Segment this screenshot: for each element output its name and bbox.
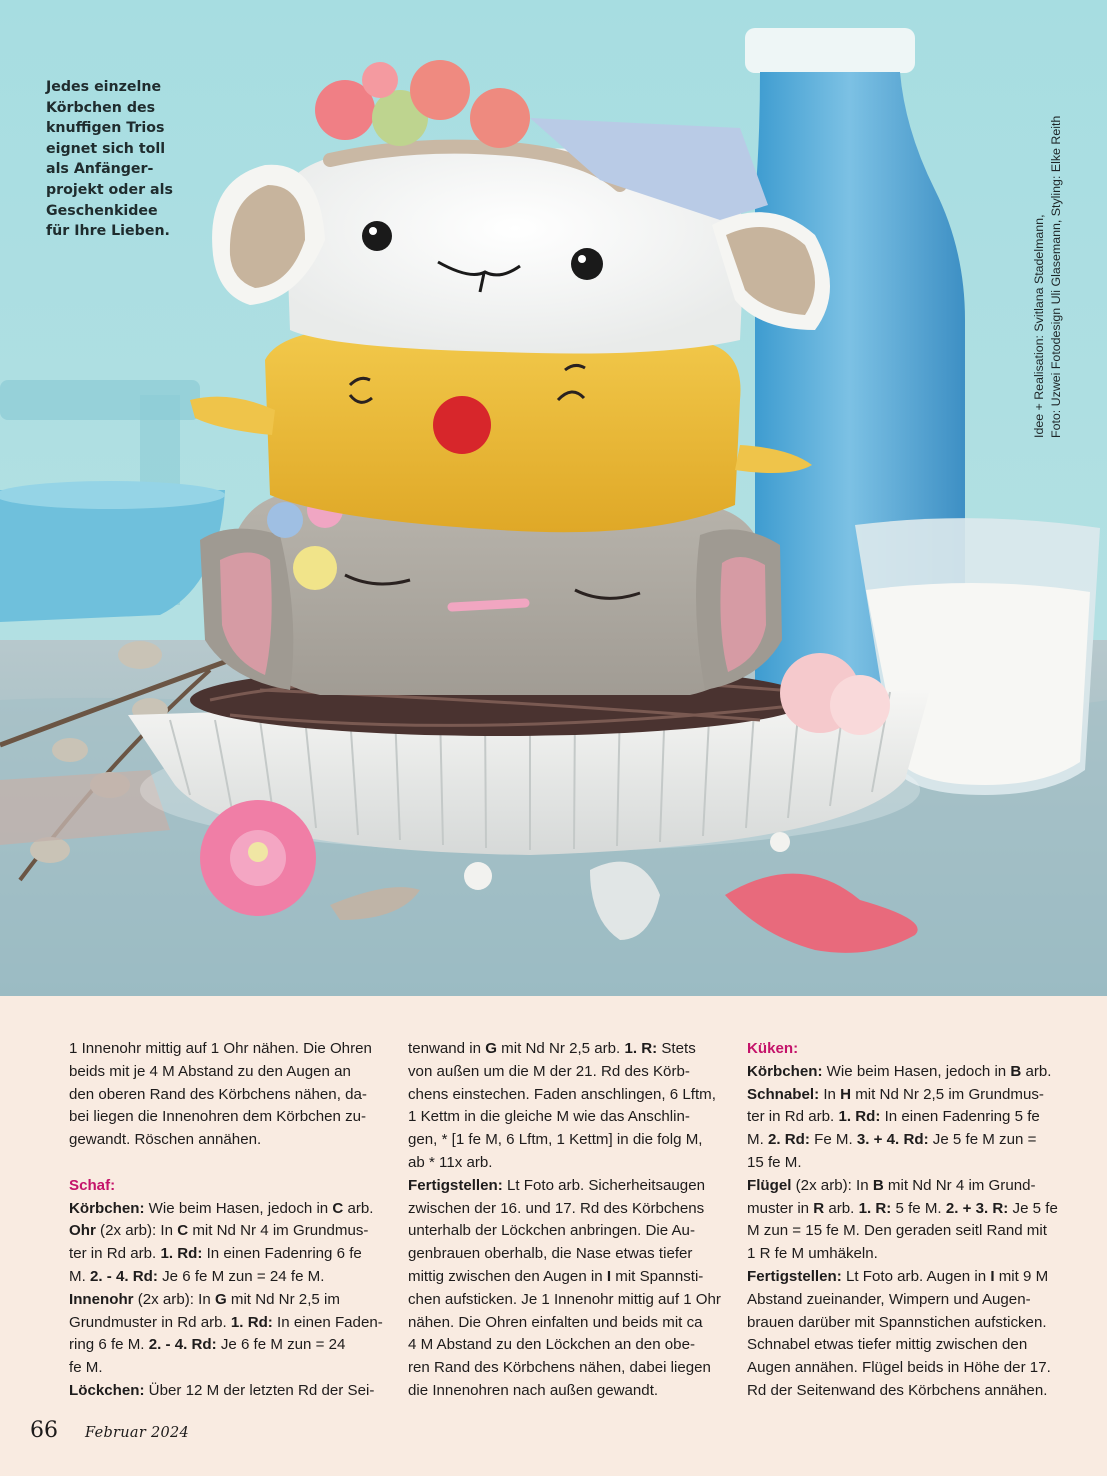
text-line xyxy=(69,1198,382,1221)
text-run: (2x arb): In xyxy=(791,1176,873,1194)
bold-run: G xyxy=(214,1290,227,1308)
text-line xyxy=(408,1106,721,1129)
text-run: mit Nd Nr 2,5 arb. xyxy=(496,1040,625,1057)
credit-line: Idee + Realisation: Svitlana Stadelmann, xyxy=(1032,214,1046,438)
text-run: 1 Kettm in die gleiche M wie das Anschlin- xyxy=(408,1108,690,1126)
bold-run: H xyxy=(840,1085,852,1103)
text-run: Je 5 fe M zun = xyxy=(928,1131,1037,1149)
text-run: M zun = 15 fe M. Den geraden seitl Rand mit xyxy=(747,1222,1047,1240)
bold-run: I xyxy=(606,1267,612,1285)
text-run: brauen darüber mit Spannstichen aufsticken. xyxy=(747,1313,1047,1331)
text-run: Lt Foto arb. Augen in xyxy=(841,1267,991,1285)
text-run: Fe M. xyxy=(809,1131,857,1149)
paragraph-gap xyxy=(69,1152,382,1175)
credit-line: Foto: Uzwei Fotodesign Uli Glasemann, Styling: Elke Reith xyxy=(1049,115,1063,438)
text-line xyxy=(408,1175,721,1198)
text-run: nähen. Die Ohren einfalten und beids mit ca xyxy=(408,1313,703,1331)
text-run: Über 12 M der letzten Rd der Sei- xyxy=(144,1381,375,1399)
text-line xyxy=(747,1198,1060,1221)
bold-run: Löckchen: xyxy=(69,1381,145,1399)
text-line xyxy=(69,1106,382,1129)
text-line xyxy=(747,1220,1060,1243)
text-line xyxy=(408,1266,721,1289)
caption-line: Geschenkidee xyxy=(46,202,158,219)
text-run: Wie beim Hasen, jedoch in xyxy=(822,1062,1011,1080)
text-run: arb. xyxy=(1021,1062,1052,1080)
text-line xyxy=(747,1061,1060,1084)
text-line xyxy=(747,1266,1060,1289)
text-line xyxy=(747,1243,1060,1266)
text-run: In xyxy=(819,1085,841,1103)
text-line xyxy=(408,1152,721,1175)
section-heading: Küken: xyxy=(747,1040,799,1057)
text-run: gen, * [1 fe M, 6 Lftm, 1 Kettm] in die folg M, xyxy=(408,1131,703,1149)
text-line xyxy=(69,1038,382,1061)
page-number: 66 xyxy=(30,1418,58,1443)
text-run: bei liegen die Innenohren dem Körbchen zu- xyxy=(69,1108,367,1126)
section-heading: Schaf: xyxy=(69,1176,116,1194)
text-line xyxy=(747,1380,1060,1403)
text-run: Je 5 fe xyxy=(1008,1199,1058,1217)
photo-caption xyxy=(46,77,176,242)
text-line xyxy=(408,1357,721,1380)
bold-run: 3. + 4. Rd: xyxy=(856,1131,929,1149)
bold-run: I xyxy=(990,1267,995,1285)
text-run: ren Rand des Körbchens nähen, dabei liegen xyxy=(408,1359,711,1377)
column-2 xyxy=(408,1038,721,1403)
text-line xyxy=(408,1334,721,1357)
text-run: Stets xyxy=(657,1040,696,1057)
text-run: 15 fe M. xyxy=(747,1153,802,1171)
caption-line: als Anfänger- xyxy=(46,161,154,178)
text-line xyxy=(408,1198,721,1221)
text-run: ring 6 fe M. xyxy=(69,1336,149,1354)
caption-line: für Ihre Lieben. xyxy=(46,223,170,240)
bold-run: C xyxy=(332,1199,344,1217)
text-run: beids mit je 4 M Abstand zu den Augen an xyxy=(69,1062,351,1080)
text-run: mit Nd Nr 4 im Grundmus- xyxy=(188,1222,369,1240)
text-run: M. xyxy=(69,1267,90,1285)
text-line xyxy=(408,1380,721,1403)
bold-run: Körbchen: xyxy=(69,1199,145,1217)
caption-line: Körbchen des xyxy=(46,99,156,116)
bold-run: Ohr xyxy=(69,1222,96,1240)
text-line xyxy=(408,1084,721,1107)
text-run: mit Spannsti- xyxy=(611,1267,704,1285)
text-line xyxy=(747,1084,1060,1107)
text-run: arb. xyxy=(824,1199,859,1217)
text-run: Je 6 fe M zun = 24 fe M. xyxy=(157,1267,325,1285)
text-run: 4 M Abstand zu den Löckchen an den obe- xyxy=(408,1336,695,1354)
text-run: arb. xyxy=(343,1199,374,1217)
text-line xyxy=(747,1334,1060,1357)
text-run: In einen Faden- xyxy=(272,1313,383,1331)
text-run: von außen um die M der 21. Rd des Körb- xyxy=(408,1062,690,1080)
text-run: den oberen Rand des Körbchens nähen, da- xyxy=(69,1085,367,1103)
text-line xyxy=(69,1084,382,1107)
text-line xyxy=(747,1357,1060,1380)
bold-run: Körbchen: xyxy=(747,1062,823,1080)
text-line xyxy=(408,1038,721,1061)
text-run: (2x arb): In xyxy=(95,1222,178,1240)
bold-run: C xyxy=(177,1222,189,1240)
text-run: zwischen der 16. und 17. Rd des Körbchens xyxy=(408,1199,705,1217)
text-run: Augen annähen. Flügel beids in Höhe der 17. xyxy=(747,1359,1051,1377)
text-run: Schnabel etwas tiefer mittig zwischen den xyxy=(747,1336,1028,1354)
bold-run: 1. R: xyxy=(624,1040,658,1057)
column-1 xyxy=(69,1038,382,1403)
text-run: tenwand in xyxy=(408,1040,486,1057)
bold-run: 2. + 3. R: xyxy=(945,1199,1009,1217)
bold-run: Fertigstellen: xyxy=(747,1267,842,1285)
text-line xyxy=(69,1312,382,1335)
text-run: unterhalb der Löckchen anbringen. Die Au- xyxy=(408,1222,695,1240)
text-line xyxy=(408,1061,721,1084)
bold-run: Innenohr xyxy=(69,1290,134,1308)
caption-line: eignet sich toll xyxy=(46,140,166,157)
text-run: ab * 11x arb. xyxy=(408,1153,493,1171)
text-run: die Innenohren nach außen gewandt. xyxy=(408,1381,659,1399)
bold-run: Schnabel: xyxy=(747,1085,820,1103)
text-run: muster in xyxy=(747,1199,814,1217)
text-run: Wie beim Hasen, jedoch in xyxy=(144,1199,333,1217)
text-run: (2x arb): In xyxy=(133,1290,215,1308)
text-line xyxy=(69,1357,382,1380)
text-run: 1 Innenohr mittig auf 1 Ohr nähen. Die Ohren xyxy=(69,1040,372,1057)
text-run: Je 6 fe M zun = 24 xyxy=(216,1336,346,1354)
column-3 xyxy=(747,1038,1060,1403)
text-line xyxy=(747,1152,1060,1175)
instructions-text xyxy=(0,1038,1107,1408)
text-line xyxy=(69,1129,382,1152)
text-line xyxy=(69,1061,382,1084)
text-run: chen aufsticken. Je 1 Innenohr mittig auf 1 Ohr xyxy=(408,1290,721,1308)
text-line xyxy=(747,1175,1060,1198)
bold-run: B xyxy=(1010,1062,1022,1080)
text-line xyxy=(747,1312,1060,1335)
text-run: In einen Fadenring 5 fe xyxy=(880,1108,1040,1126)
text-line xyxy=(69,1266,382,1289)
photo-credits xyxy=(1031,66,1067,438)
caption-line: knuffigen Trios xyxy=(46,120,165,137)
text-line xyxy=(69,1380,382,1403)
text-run: mit 9 M xyxy=(994,1267,1049,1285)
text-line xyxy=(408,1312,721,1335)
text-run: mit Nd Nr 2,5 im xyxy=(226,1290,340,1308)
text-line xyxy=(69,1334,382,1357)
text-line xyxy=(69,1243,382,1266)
text-line xyxy=(747,1106,1060,1129)
bold-run: 2. Rd: xyxy=(767,1131,810,1149)
text-run: Rd der Seitenwand des Körbchens annähen. xyxy=(747,1381,1048,1399)
bold-run: 1. Rd: xyxy=(230,1313,273,1331)
text-run: gewandt. Röschen annähen. xyxy=(69,1131,262,1149)
text-run: genbrauen oberhalb, die Nase etwas tiefer xyxy=(408,1245,693,1263)
text-line xyxy=(747,1129,1060,1152)
bold-run: R xyxy=(813,1199,825,1217)
text-line xyxy=(408,1289,721,1312)
bold-run: 1. Rd: xyxy=(160,1245,203,1263)
bold-run: 2. - 4. Rd: xyxy=(148,1336,217,1354)
bold-run: G xyxy=(485,1040,497,1057)
text-line xyxy=(747,1289,1060,1312)
text-line xyxy=(408,1129,721,1152)
text-run: chens einstechen. Faden anschlingen, 6 Lftm, xyxy=(408,1085,716,1103)
text-run: Grundmuster in Rd arb. xyxy=(69,1313,231,1331)
text-run: ter in Rd arb. xyxy=(69,1245,161,1263)
text-run: mittig zwischen den Augen in xyxy=(408,1267,607,1285)
bold-run: B xyxy=(872,1176,884,1194)
text-run: In einen Fadenring 6 fe xyxy=(202,1245,362,1263)
text-run: mit Nd Nr 2,5 im Grundmus- xyxy=(851,1085,1044,1103)
caption-line: Jedes einzelne xyxy=(46,79,162,95)
bold-run: Flügel xyxy=(747,1176,792,1194)
bold-run: Fertigstellen: xyxy=(408,1176,503,1194)
bold-run: 1. R: xyxy=(858,1199,892,1217)
text-run: 1 R fe M umhäkeln. xyxy=(747,1245,878,1263)
text-line xyxy=(408,1243,721,1266)
text-run: mit Nd Nr 4 im Grund- xyxy=(883,1176,1036,1194)
issue-date: Februar 2024 xyxy=(85,1425,190,1441)
text-run: M. xyxy=(747,1131,768,1149)
text-run: Lt Foto arb. Sicherheitsaugen xyxy=(502,1176,705,1194)
text-line xyxy=(69,1289,382,1312)
bold-run: 2. - 4. Rd: xyxy=(89,1267,158,1285)
text-run: fe M. xyxy=(69,1359,103,1377)
text-line xyxy=(69,1220,382,1243)
text-run: ter in Rd arb. xyxy=(747,1108,839,1126)
bold-run: 1. Rd: xyxy=(838,1108,881,1126)
caption-line: projekt oder als xyxy=(46,181,173,198)
text-line xyxy=(408,1220,721,1243)
text-run: 5 fe M. xyxy=(891,1199,946,1217)
text-run: Abstand zueinander, Wimpern und Augen- xyxy=(747,1290,1031,1308)
